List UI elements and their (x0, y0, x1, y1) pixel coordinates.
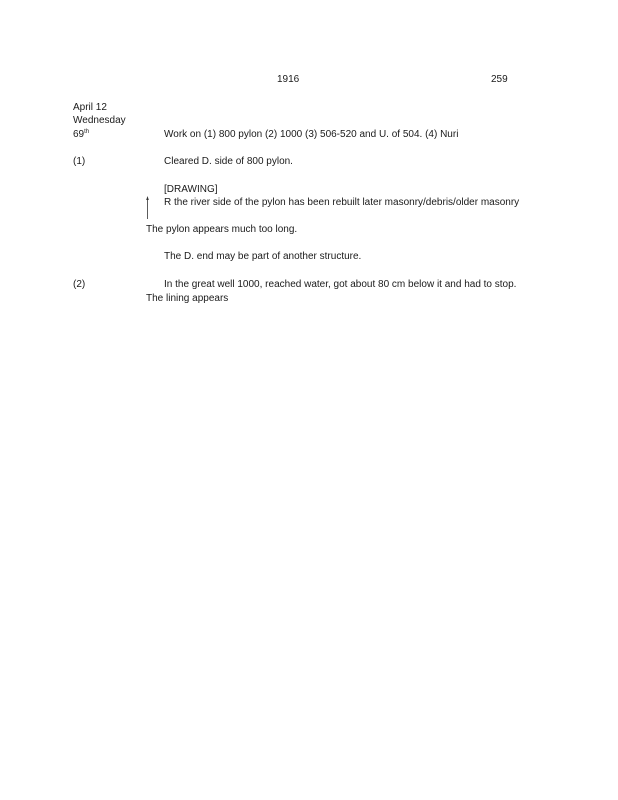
page-number: 259 (491, 74, 508, 85)
up-arrow-icon (146, 196, 149, 220)
section2-text: In the great well 1000, reached water, got about 80 cm below it and had to stop. (164, 279, 517, 290)
entry-day-count (73, 128, 89, 141)
section1-text: Cleared D. side of 800 pylon. (164, 156, 293, 167)
drawing-caption: R the river side of the pylon has been rebuilt later masonry/debris/older masonry (164, 197, 520, 208)
drawing-label: [DRAWING] (164, 184, 218, 195)
entry-date: April 12 (73, 102, 107, 113)
pylon-note: The pylon appears much too long. (146, 224, 298, 235)
entry-weekday: Wednesday (73, 115, 126, 126)
section1-marker: (1) (73, 156, 86, 167)
d-end-note: The D. end may be part of another structure. (164, 251, 362, 262)
section2-continuation: The lining appears (146, 293, 229, 304)
day-count-suffix: th (84, 129, 90, 135)
work-summary: Work on (1) 800 pylon (2) 1000 (3) 506-520 and U. of 504. (4) Nuri (164, 129, 459, 140)
day-count-number: 69 (73, 129, 85, 140)
year-heading: 1916 (277, 74, 300, 85)
section2-marker: (2) (73, 279, 86, 290)
